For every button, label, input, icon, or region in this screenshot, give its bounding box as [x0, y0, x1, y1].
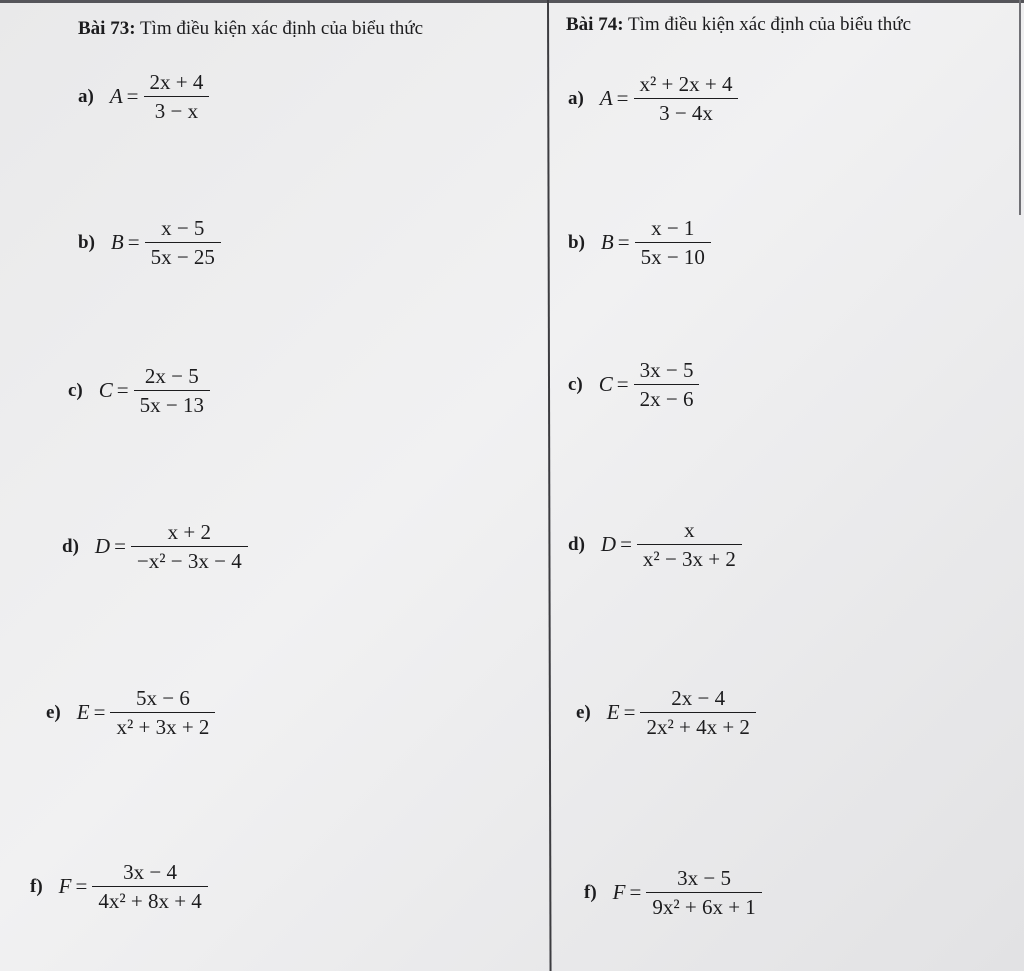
denominator: 3 − 4x — [659, 101, 713, 126]
item-label: e) — [576, 701, 591, 723]
expression-name: F — [612, 880, 626, 905]
equals-sign: = — [616, 372, 629, 397]
denominator: 2x² + 4x + 2 — [646, 715, 750, 740]
exercise-73-title — [78, 18, 423, 40]
fraction — [634, 72, 739, 125]
equals-sign: = — [616, 86, 629, 111]
item-label: a) — [568, 87, 584, 109]
expression-name: F — [58, 874, 72, 899]
denominator: −x² − 3x − 4 — [136, 549, 242, 574]
ex74-item-e — [576, 686, 756, 739]
expression-name: A — [109, 84, 123, 109]
numerator: 3x − 5 — [677, 866, 731, 890]
denominator: 3 − x — [154, 99, 199, 124]
item-label: d) — [62, 535, 79, 557]
expression-name: B — [600, 230, 614, 255]
fraction — [640, 686, 755, 739]
item-label: d) — [568, 533, 585, 555]
ex74-item-d — [568, 518, 742, 571]
ex73-item-e — [46, 686, 215, 739]
ex73-item-a — [78, 70, 209, 123]
equals-sign: = — [93, 700, 106, 725]
exercise-73-instruction: Tìm điều kiện xác định của biểu thức — [135, 18, 424, 39]
expression-name: E — [606, 700, 620, 725]
equals-sign: = — [629, 880, 642, 905]
denominator: 5x − 25 — [150, 245, 215, 270]
fraction — [635, 216, 711, 269]
fraction — [110, 686, 215, 739]
equals-sign: = — [620, 532, 632, 557]
item-label: c) — [68, 379, 83, 401]
denominator: 9x² + 6x + 1 — [652, 895, 756, 920]
equals-sign: = — [617, 230, 630, 255]
ex73-item-c — [68, 364, 210, 417]
denominator: x² + 3x + 2 — [116, 715, 210, 740]
item-label: b) — [568, 231, 585, 253]
item-label: a) — [78, 85, 94, 107]
numerator: 5x − 6 — [136, 686, 190, 710]
item-label: c) — [568, 373, 583, 395]
equals-sign: = — [75, 874, 88, 899]
right-border — [1019, 0, 1021, 215]
numerator: 2x + 4 — [149, 70, 204, 94]
equals-sign: = — [116, 378, 129, 403]
fraction — [634, 358, 700, 411]
expression-name: E — [76, 700, 90, 725]
expression-name: D — [94, 534, 111, 559]
expression-name: C — [98, 378, 113, 403]
equals-sign: = — [127, 230, 140, 255]
equals-sign: = — [623, 700, 636, 725]
denominator: 4x² + 8x + 4 — [98, 889, 202, 914]
item-label: f) — [30, 875, 43, 897]
fraction — [145, 216, 221, 269]
fraction — [134, 364, 210, 417]
ex73-item-f — [30, 860, 208, 913]
exercise-73-number: Bài 73: — [78, 18, 136, 39]
expression-name: C — [598, 372, 613, 397]
exercise-74-instruction: Tìm điều kiện xác định của biểu thức — [623, 14, 912, 35]
ex74-item-c — [568, 358, 699, 411]
numerator: 2x − 5 — [144, 364, 199, 388]
exercise-74-number: Bài 74: — [566, 14, 624, 35]
denominator: 2x − 6 — [639, 387, 694, 412]
numerator: x − 1 — [651, 216, 695, 240]
fraction — [131, 520, 248, 573]
item-label: e) — [46, 701, 61, 723]
numerator: x + 2 — [167, 520, 211, 544]
equals-sign: = — [126, 84, 139, 109]
denominator: 5x − 10 — [640, 245, 705, 270]
item-label: b) — [78, 231, 95, 253]
item-label: f) — [584, 881, 597, 903]
fraction — [646, 866, 761, 919]
column-divider — [547, 0, 552, 971]
equals-sign: = — [114, 534, 126, 559]
ex73-item-b — [78, 216, 221, 269]
ex74-item-a — [568, 72, 738, 125]
expression-name: A — [599, 86, 613, 111]
expression-name: B — [110, 230, 124, 255]
numerator: 3x − 4 — [123, 860, 177, 884]
expression-name: D — [600, 532, 617, 557]
ex73-item-d — [62, 520, 248, 573]
numerator: x − 5 — [161, 216, 205, 240]
top-border — [0, 0, 1024, 3]
denominator: 5x − 13 — [139, 393, 204, 418]
ex74-item-f — [584, 866, 762, 919]
fraction — [637, 518, 742, 571]
fraction — [144, 70, 210, 123]
numerator: 2x − 4 — [671, 686, 726, 710]
exercise-74-title — [566, 14, 911, 36]
numerator: 3x − 5 — [639, 358, 694, 382]
numerator: x — [684, 518, 695, 542]
numerator: x² + 2x + 4 — [639, 72, 733, 96]
fraction — [92, 860, 207, 913]
ex74-item-b — [568, 216, 711, 269]
denominator: x² − 3x + 2 — [642, 547, 736, 572]
